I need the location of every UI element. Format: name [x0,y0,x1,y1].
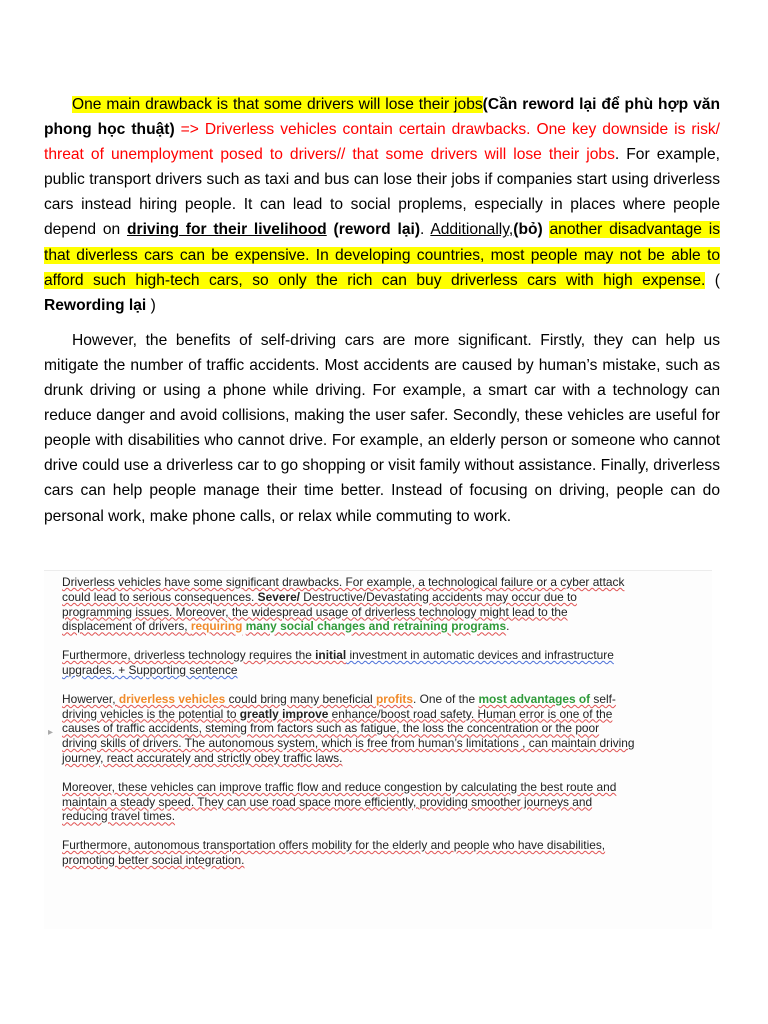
reviewer-note: (Cần reword lại để phù hợp văn phong học thuật) [44,96,720,139]
underlined-word: Additionally, [430,221,514,239]
embedded-text-run: Howerver, [62,691,119,706]
body-text: . For example, public transport drivers such as taxi and bus can lose their jobs if companies start using driverless cars instead hiring people. It can lead to social proplems, especially in places where people depend on [44,146,720,239]
embedded-text-run: most advantages of [478,691,591,706]
embedded-text-run: Furthermore, driverless technology requires the [62,648,316,663]
embedded-text-run: enhance/boost road safety. Human error is one of the causes of traffic accidents, steming from factors such as fatigue, the loss the concentration or the poor driving skills of drivers. The autonomous system, which is free from human’s limitations , can maintain driving journey, react accurately and strictly obey traffic laws. [62,706,635,765]
embedded-paragraph [62,575,637,634]
embedded-text-run: initial [315,648,347,663]
embedded-text [62,575,637,868]
body-text: ( [705,271,720,289]
paragraph-drawbacks [44,92,720,318]
body-text: . [420,221,431,239]
reviewer-note: Rewording lại [44,296,147,314]
embedded-text-run: Driverless vehicles have some significant drawbacks. For example, a technological failure or a cyber attack could lead to serious consequences. [62,575,625,604]
embedded-text-run: . One of the [412,691,479,706]
embedded-paragraph [62,692,637,766]
embedded-text-run: self-driving vehicles is the potential to [62,691,616,721]
reviewer-note: (reword lại) [333,221,421,239]
embedded-text-run: many social changes and retraining programs [245,619,507,634]
embedded-paragraph: Moreover, these vehicles can improve traffic flow and reduce congestion by calculating the best route and maintain a steady speed. They can use road space more efficiently, providing smoother journeys and reducing travel times. [62,779,617,824]
embedded-text-run: . [506,619,510,634]
body-text [327,221,334,238]
paragraph-benefits: However, the benefits of self-driving cars are more significant. Firstly, they can help us mitigate the number of traffic accidents. Most accidents are caused by human’s mistake, such as drunk driving or using a phone while driving. For example, a smart car with a technology can reduce danger and avoid collisions, making the user safer. Secondly, these vehicles are useful for people with disabilities who cannot drive. For example, an elderly person or someone who cannot drive could use a driverless car to go shopping or visit family without assistance. Finally, driverless cars can help people manage their time better. Instead of focusing on driving, people can do personal work, make phone calls, or relax while commuting to work. [44,331,720,525]
highlighted-sentence: another disadvantage is that diverless cars can be expensive. In developing countries, most people may not be able to afford such high-tech cars, so only the rich can buy driverless cars with high expense. [44,221,720,289]
embedded-text-run: could bring many beneficial [225,691,376,706]
embedded-text-run: greatly improve [239,706,329,721]
embedded-text-run: investment in automatic devices and infrastructure upgrades. + Supporting sentence [62,648,614,677]
underlined-phrase: driving for their livelihood [126,221,327,239]
embedded-text-run: requiring [190,619,243,634]
body-text: ) [146,296,156,314]
embedded-paragraph: Furthermore, autonomous transportation offers mobility for the elderly and people who have disabilities, promoting better social integration. [62,838,606,867]
embedded-screenshot [44,570,712,929]
document-page [44,92,720,529]
embedded-text-run: Severe/ [257,589,300,604]
embedded-text-run: profits [375,691,413,706]
highlighted-sentence: One main drawback is that some drivers will lose their jobs [72,96,483,113]
suggested-revision: => Driverless vehicles contain certain drawbacks. One key downside is risk/ threat of unemployment posed to drivers// that some drivers will lose their jobs [44,121,720,164]
reviewer-note: (bỏ) [513,221,543,239]
cursor-marker-icon: ▸ [48,727,54,738]
embedded-paragraph [62,648,637,678]
embedded-text-run: Destructive/Devastating accidents may occur due to programming issues. Moreover, the widespread usage of driverless technology might lead to the displacement of drivers, [62,589,577,634]
embedded-text-run: driverless vehicles [118,691,226,706]
